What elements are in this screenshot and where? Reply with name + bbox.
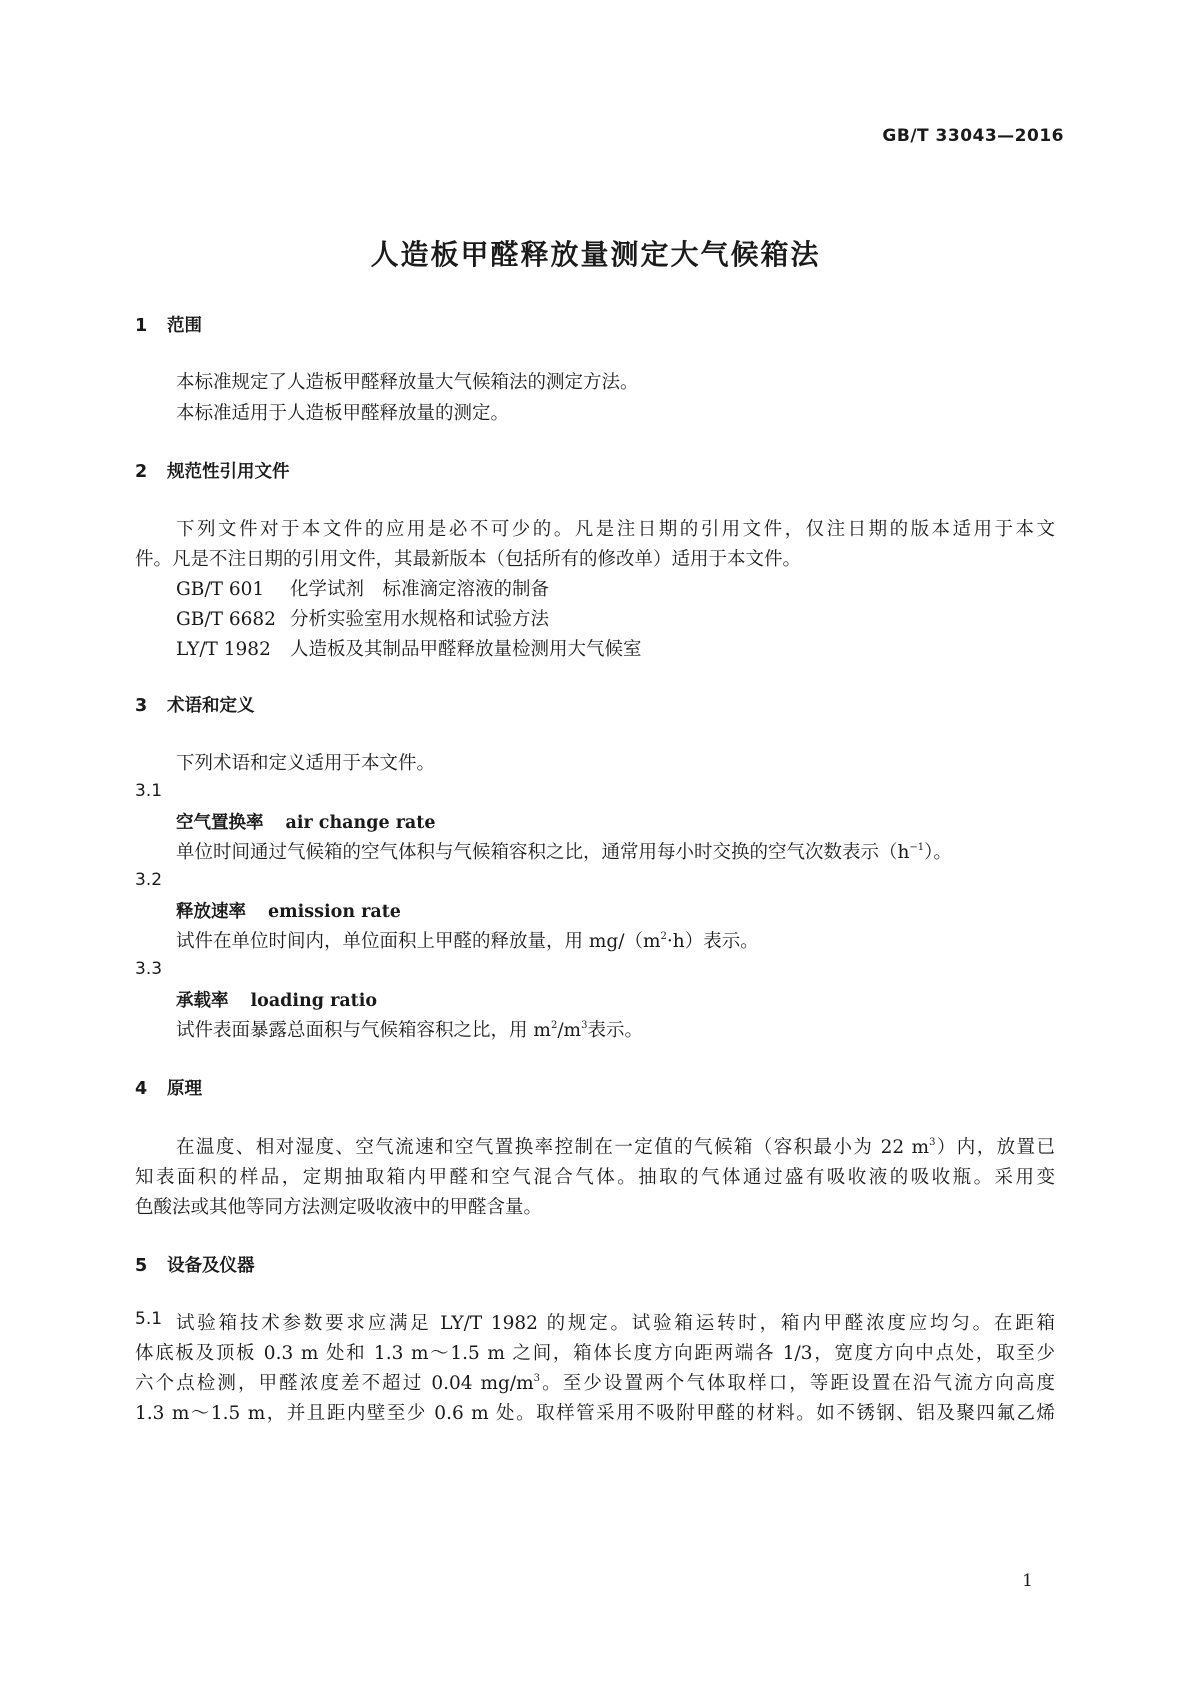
section-1-paragraph-2: 本标准适用于人造板甲醛释放量的测定。 xyxy=(176,403,510,424)
document-title: 人造板甲醛释放量测定大气候箱法 xyxy=(370,238,821,271)
reference-item: LY/T 1982 人造板及其制品甲醛释放量检测用大气候室 xyxy=(176,639,642,660)
section-4-heading: 4 原理 xyxy=(135,1079,202,1099)
term-heading: 空气置换率 air change rate xyxy=(176,813,436,833)
standard-code: GB/T 33043—2016 xyxy=(882,126,1064,146)
section-4-line-1: 在温度、相对湿度、空气流速和空气置换率控制在一定值的气候箱（容积最小为 22 $m^3$）内，放置已 xyxy=(176,1137,1055,1158)
section-2-heading: 2 规范性引用文件 xyxy=(135,462,290,482)
section-1-heading: 1 范围 xyxy=(135,316,202,336)
section-1-paragraph-1: 本标准规定了人造板甲醛释放量大气候箱法的测定方法。 xyxy=(176,372,639,393)
section-4-line-3: 色酸法或其他等同方法测定吸收液中的甲醛含量。 xyxy=(135,1197,543,1218)
term-heading: 释放速率 emission rate xyxy=(176,902,401,922)
term-number: 3.2 xyxy=(135,870,163,890)
section-5-line-3: 六个点检测，甲醛浓度差不超过 0.04 $mg/m^3$。至少设置两个气体取样口，等距设置在沿气流方向高度 xyxy=(135,1373,1055,1394)
section-2-paragraph-line-2: 件。凡是不注日期的引用文件，其最新版本（包括所有的修改单）适用于本文件。 xyxy=(135,549,802,570)
section-5-line-1: 试验箱技术参数要求应满足 LY/T 1982 的规定。试验箱运转时，箱内甲醛浓度应均匀。在距箱 xyxy=(176,1313,1055,1334)
section-5-line-4: 1.3 m～1.5 m，并且距内壁至少 0.6 m 处。取样管采用不吸附甲醛的材料。如不锈钢、铝及聚四氟乙烯 xyxy=(135,1403,1055,1424)
section-3-heading: 3 术语和定义 xyxy=(135,696,255,716)
term-heading: 承载率 loading ratio xyxy=(176,991,378,1011)
section-5-heading: 5 设备及仪器 xyxy=(135,1256,255,1276)
section-5-line-2: 体底板及顶板 0.3 m 处和 1.3 m～1.5 m 之间，箱体长度方向距两端各 1/3，宽度方向中点处，取至少 xyxy=(135,1343,1055,1364)
term-definition: 单位时间通过气候箱的空气体积与气候箱容积之比，通常用每小时交换的空气次数表示$(h^{-1})$。 xyxy=(176,842,952,863)
section-4-line-2: 知表面积的样品，定期抽取箱内甲醛和空气混合气体。抽取的气体通过盛有吸收液的吸收瓶。采用变 xyxy=(135,1167,1055,1188)
section-3-intro: 下列术语和定义适用于本文件。 xyxy=(176,753,436,774)
term-definition: 试件在单位时间内，单位面积上甲醛的释放量，用 $mg/(m^2\cdot h)$表示。 xyxy=(176,931,759,952)
page-number: 1 xyxy=(1022,1571,1033,1591)
clause-number: 5.1 xyxy=(135,1309,163,1329)
reference-item: GB/T 6682 分析实验室用水规格和试验方法 xyxy=(176,609,550,630)
term-number: 3.3 xyxy=(135,959,163,979)
term-definition: 试件表面暴露总面积与气候箱容积之比，用 $m^2/m^3$表示。 xyxy=(176,1020,643,1041)
section-2-paragraph-line-1: 下列文件对于本文件的应用是必不可少的。凡是注日期的引用文件，仅注日期的版本适用于本文 xyxy=(176,519,1055,540)
reference-item: GB/T 601 化学试剂 标准滴定溶液的制备 xyxy=(176,579,550,600)
term-number: 3.1 xyxy=(135,781,163,801)
